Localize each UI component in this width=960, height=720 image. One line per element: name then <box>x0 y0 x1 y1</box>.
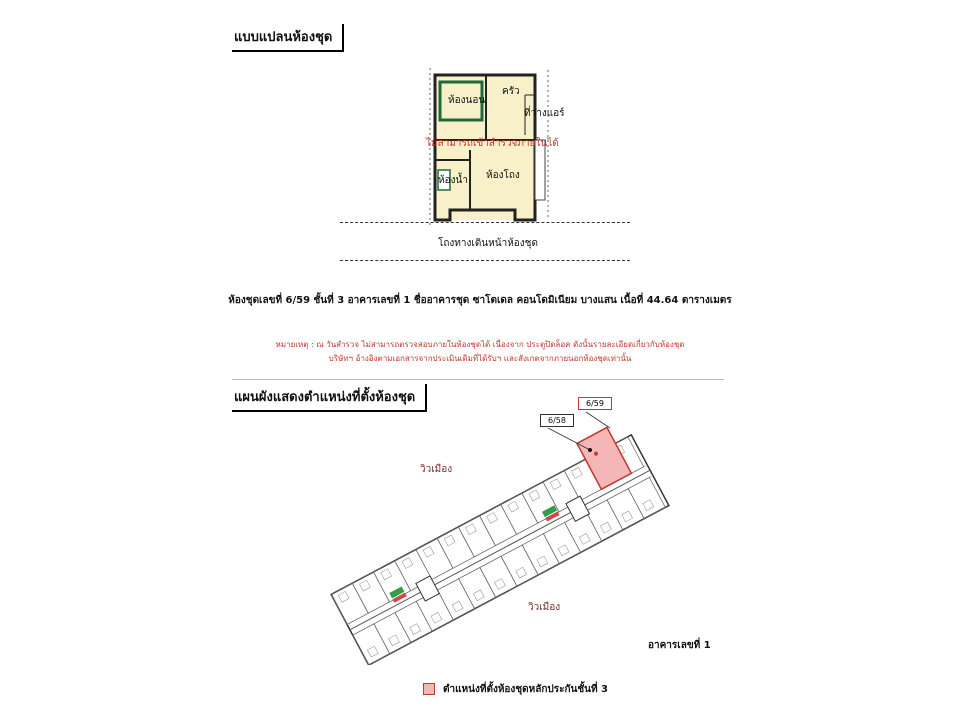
section-divider <box>232 379 724 380</box>
view-label-top: วิวเมือง <box>420 464 453 475</box>
inaccessible-note: ไม่สามารถเข้าสำรวจภายในได้ <box>426 138 559 149</box>
corridor-label: โถงทางเดินหน้าห้องชุด <box>438 238 538 249</box>
floorplan-drawing <box>420 60 580 230</box>
unit-tag-6-59: 6/59 <box>578 397 612 410</box>
legend-swatch <box>423 683 435 695</box>
location-plan-title: แผนผังแสดงตำแหน่งที่ตั้งห้องชุด <box>232 384 427 412</box>
room-kitchen: ครัว <box>502 86 520 97</box>
site-plan <box>320 400 680 665</box>
floorplan-title: แบบแปลนห้องชุด <box>232 24 344 52</box>
room-aircon: ที่วางแอร์ <box>524 108 565 119</box>
corridor-line-bottom <box>340 260 630 261</box>
legend-label: ตำแหน่งที่ตั้งห้องชุดหลักประกันชั้นที่ 3 <box>443 684 609 695</box>
site-plan-svg <box>320 400 680 665</box>
room-living: ห้องโถง <box>486 170 520 181</box>
unit-info: ห้องชุดเลขที่ 6/59 ชั้นที่ 3 อาคารเลขที่ 1 ชื่ออาคารชุด ซาโตเดล คอนโดมิเนียม บางแสน เนื้อที่ 44.64 ตารางเมตร <box>228 295 732 306</box>
unit-tag-6-58: 6/58 <box>540 414 574 427</box>
room-bathroom: ห้องน้ำ <box>438 175 468 186</box>
building-label: อาคารเลขที่ 1 <box>648 640 711 651</box>
view-label-bottom: วิวเมือง <box>528 602 561 613</box>
remark-line-1: หมายเหตุ : ณ วันสำรวจ ไม่สามารถตรวจสอบภายในห้องชุดได้ เนื่องจาก ประตูปิดล็อค ดังนั้นรายละเอียดเกี่ยวกับห้องชุด <box>275 340 685 349</box>
corridor-line-top <box>340 222 630 223</box>
room-bedroom: ห้องนอน <box>448 95 486 106</box>
remark-line-2: บริษัทฯ อ้างอิงตามเอกสารจากประเมินเดิมที่ได้รับฯ และสังเกตจากภายนอกห้องชุดเท่านั้น <box>328 354 632 363</box>
